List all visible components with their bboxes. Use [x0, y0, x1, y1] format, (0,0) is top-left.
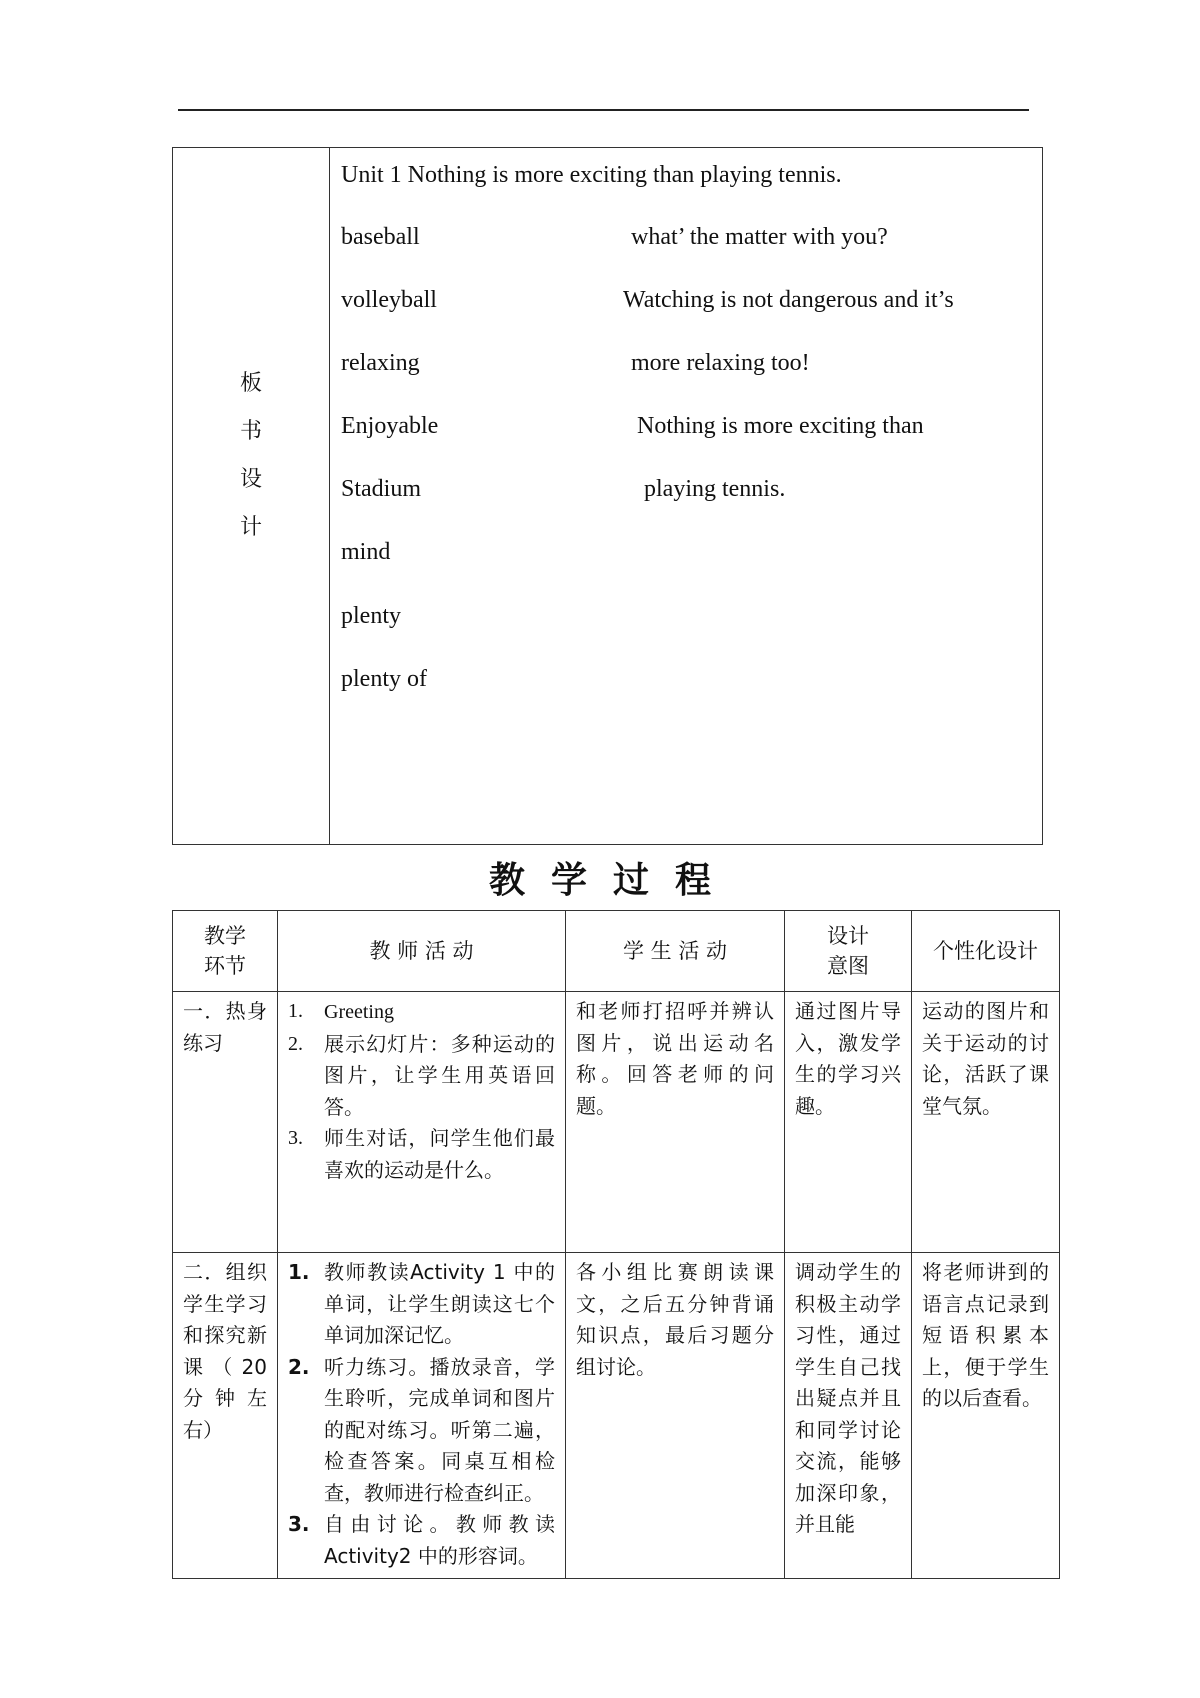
board-content: [341, 148, 1042, 844]
sentence-line: Nothing is more exciting than: [637, 413, 924, 439]
sentence-line: playing tennis.: [644, 476, 786, 502]
teacher-cell: [278, 1253, 566, 1579]
teacher-steps: [288, 996, 555, 1186]
teaching-process-table: [172, 910, 1060, 1579]
vocab-word: mind: [341, 539, 391, 565]
vocab-word: baseball: [341, 224, 420, 250]
board-label-char: 设: [239, 467, 262, 492]
step-number: 2.: [288, 1032, 303, 1055]
personal-cell: 运动的图片和关于运动的讨论，活跃了课堂气氛。: [912, 992, 1060, 1253]
vocab-word: Stadium: [341, 476, 422, 502]
sentence-line: more relaxing too!: [631, 350, 810, 376]
teacher-steps: [288, 1257, 555, 1572]
vocab-word: Enjoyable: [341, 413, 439, 439]
board-label-char: 计: [239, 515, 262, 540]
step-text: 展示幻灯片：多种运动的图片，让学生用英语回答。: [324, 1031, 555, 1119]
stage-cell: 二．组织学生学习和探究新课（20分钟左右）: [173, 1253, 278, 1579]
list-item: [288, 1257, 555, 1352]
sentence-line: what’ the matter with you?: [631, 224, 888, 250]
header-rule: [178, 109, 1029, 111]
intent-cell: 通过图片导入，激发学生的学习兴趣。: [785, 992, 912, 1253]
list-item: [288, 1029, 555, 1124]
personal-cell: 将老师讲到的语言点记录到短语积累本上，便于学生的以后查看。: [912, 1253, 1060, 1579]
step-number: 1.: [288, 1000, 303, 1022]
board-title: Unit 1 Nothing is more exciting than playing tennis.: [341, 162, 842, 188]
stage-cell: 一．热身练习: [173, 992, 278, 1253]
vocab-word: plenty of: [341, 666, 427, 692]
sentence-line: Watching is not dangerous and it’s: [623, 287, 954, 313]
table-header-row: [173, 911, 1060, 992]
step-text: Greeting: [324, 1001, 394, 1023]
student-cell: 和老师打招呼并辨认图片，说出运动名称。回答老师的问题。: [566, 992, 785, 1253]
intent-cell: 调动学生的积极主动学习性，通过学生自己找出疑点并且和同学讨论交流，能够加深印象，并且能: [785, 1253, 912, 1579]
header-teacher: 教 师 活 动: [278, 911, 566, 992]
table-row: [173, 992, 1060, 1253]
list-item: [288, 1509, 555, 1572]
header-intent: 设计意图: [785, 911, 912, 992]
board-design-box: [172, 147, 1043, 845]
vocab-word: plenty: [341, 603, 401, 629]
teacher-cell: [278, 992, 566, 1253]
board-label-char: 书: [239, 419, 262, 444]
header-personal: 个性化设计: [912, 911, 1060, 992]
header-student: 学 生 活 动: [566, 911, 785, 992]
header-stage: 教学环节: [173, 911, 278, 992]
step-number: 3.: [288, 1127, 303, 1149]
step-number: 3.: [288, 1512, 310, 1536]
board-design-label: [173, 148, 329, 844]
board-label-char: 板: [239, 371, 262, 396]
list-item: [288, 1352, 555, 1510]
step-number: 2.: [288, 1354, 310, 1379]
step-text: 师生对话，问学生他们最喜欢的运动是什么。: [324, 1126, 555, 1182]
vocab-word: relaxing: [341, 350, 420, 376]
step-text: 听力练习。播放录音，学生聆听，完成单词和图片的配对练习。听第二遍，检查答案。同桌互相检查，教师进行检查纠正。: [324, 1354, 555, 1505]
step-number: 1.: [288, 1260, 310, 1284]
board-divider: [329, 148, 330, 844]
list-item: [288, 1123, 555, 1186]
step-text: 自由讨论。教师教读Activity2 中的形容词。: [324, 1512, 555, 1568]
teaching-process-title: 教学过程: [488, 860, 737, 901]
list-item: [288, 996, 555, 1029]
step-text: 教师教读Activity 1 中的单词，让学生朗读这七个单词加深记忆。: [324, 1260, 555, 1347]
student-cell: 各小组比赛朗读课文，之后五分钟背诵知识点，最后习题分组讨论。: [566, 1253, 785, 1579]
table-row: [173, 1253, 1060, 1579]
vocab-word: volleyball: [341, 287, 437, 313]
